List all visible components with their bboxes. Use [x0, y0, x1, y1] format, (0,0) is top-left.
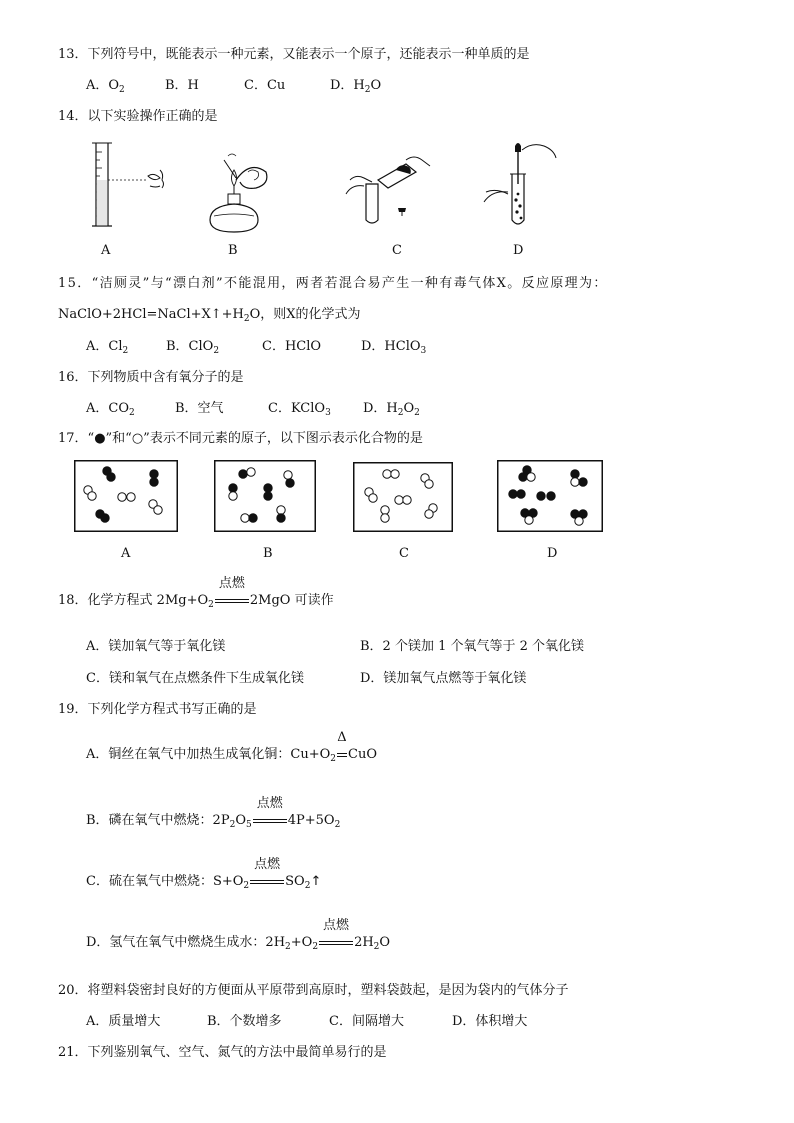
- q16-option-b: B．空气: [175, 401, 224, 416]
- q14-label-a: A: [101, 243, 111, 258]
- particle-box-a: [74, 460, 178, 532]
- q19-option-c: C．硫在氧气中燃烧：$S+O_2$ 点燃 $SO_2↑$: [86, 857, 322, 891]
- q15-equation: $NaClO+2HCl=NaCl+X↑+H_2O$，则X的化学式为: [58, 307, 361, 324]
- q18-option-d: D．镁加氧气点燃等于氧化镁: [360, 671, 527, 686]
- particle-box-d: [497, 460, 603, 532]
- q15-option-b: B．ClO$_2$: [166, 339, 220, 356]
- q20-option-a: A．质量增大: [86, 1014, 161, 1029]
- q20-option-b: B．个数增多: [207, 1014, 282, 1029]
- q13-option-b: B．H: [165, 78, 199, 93]
- q15-stem: 15．“洁厕灵”与“漂白剂”不能混用，两者若混合易产生一种有毒气体X。反应原理为：: [58, 276, 608, 291]
- q18-option-a: A．镁加氧气等于氧化镁: [86, 639, 226, 654]
- q20-option-d: D．体积增大: [452, 1014, 528, 1029]
- q14-label-b: B: [228, 243, 238, 258]
- q19-option-a: A．铜丝在氧气中加热生成氧化铜：$Cu+O_2$ Δ CuO: [86, 730, 377, 764]
- q15-option-d: D．HClO$_3$: [361, 339, 427, 356]
- q13-option-c: C．Cu: [244, 78, 286, 93]
- q17-label-c: C: [399, 546, 409, 561]
- q18-condition-arrow: 点燃: [214, 592, 250, 610]
- q17-stem: 17．“●”和“○”表示不同元素的原子，以下图示表示化合物的是: [58, 431, 423, 446]
- q17-label-b: B: [263, 546, 273, 561]
- q13-option-a: A．$O_2$: [86, 78, 125, 95]
- q19-option-d: D．氢气在氧气中燃烧生成水：$2H_2+O_2$ 点燃 $2H_2O$: [86, 918, 391, 952]
- q17-label-a: A: [121, 546, 131, 561]
- q17-label-d: D: [547, 546, 558, 561]
- q16-stem: 16．下列物质中含有氧分子的是: [58, 370, 244, 385]
- q14-label-c: C: [392, 243, 402, 258]
- pouring-liquid-figure: [344, 150, 434, 230]
- alcohol-lamp-figure: [200, 150, 280, 236]
- particle-box-c: [353, 462, 453, 532]
- q13-option-d: D．$H_2O$: [330, 78, 382, 95]
- q19-option-b: B．磷在氧气中燃烧：$2P_2O_5$ 点燃 $4P+5O_2$: [86, 796, 341, 830]
- q20-stem: 20．将塑料袋密封良好的方便面从平原带到高原时，塑料袋鼓起，是因为袋内的气体分子: [58, 983, 569, 998]
- q15-option-a: A．$Cl_2$: [86, 339, 129, 356]
- q14-label-d: D: [513, 243, 524, 258]
- cylinder-reading-figure: [88, 140, 178, 232]
- q15-option-c: C．HClO: [262, 339, 322, 354]
- q20-option-c: C．间隔增大: [329, 1014, 404, 1029]
- q18-option-c: C．镁和氧气在点燃条件下生成氧化镁: [86, 671, 304, 686]
- q14-stem: 14．以下实验操作正确的是: [58, 109, 218, 124]
- q18-option-b: B．2 个镁加 1 个氧气等于 2 个氧化镁: [360, 639, 585, 654]
- q16-option-c: C．KClO$_3$: [268, 401, 331, 418]
- q13-stem: 13．下列符号中，既能表示一种元素，又能表示一个原子，还能表示一种单质的是: [58, 47, 530, 62]
- q16-option-a: A．$CO_2$: [86, 401, 135, 418]
- particle-box-b: [214, 460, 316, 532]
- q18-stem: 18．化学方程式 $2Mg+O_2$ 点燃 2MgO 可读作: [58, 576, 334, 610]
- q21-stem: 21．下列鉴别氧气、空气、氮气的方法中最简单易行的是: [58, 1045, 387, 1060]
- q16-option-d: D．$H_2O_2$: [363, 401, 420, 418]
- q19-stem: 19．下列化学方程式书写正确的是: [58, 702, 257, 717]
- dropper-test-tube-figure: [480, 140, 560, 232]
